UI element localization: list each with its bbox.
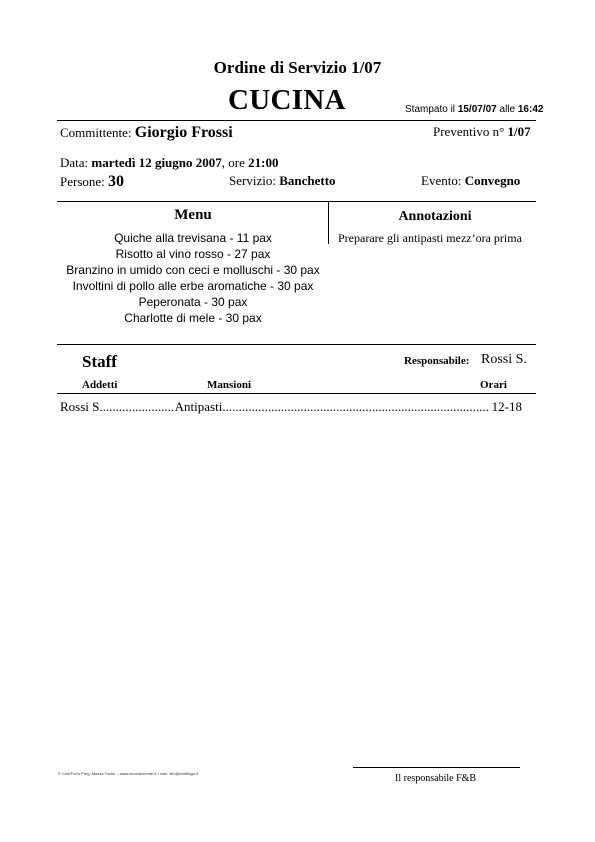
column-header-hours: Orari: [480, 379, 507, 391]
client-name: Giorgio Frossi: [134, 124, 233, 141]
quote-line: [433, 124, 531, 140]
menu-item: Involtini di pollo alle erbe aromatiche - 30 pax: [72, 279, 314, 293]
printed-time: 16:42: [517, 104, 544, 115]
menu-item: Charlotte di mele - 30 pax: [124, 311, 262, 325]
staff-header-divider: [57, 393, 536, 394]
printed-label: Stampato il: [405, 104, 458, 115]
signature-line: [353, 767, 520, 768]
quote-number: 1/07: [507, 124, 531, 139]
event-type-value: Convegno: [464, 173, 521, 188]
event-type-label: Evento:: [421, 173, 465, 188]
menu-item: Risotto al vino rosso - 27 pax: [115, 247, 271, 261]
department-title: CUCINA: [228, 84, 346, 116]
printed-stamp: [405, 104, 543, 115]
footer-credit: © ChefToGo Preg. Mazza Tonini – www.cuochemente.it / mail: info@cheftogo.it: [58, 771, 199, 776]
client-line: [60, 124, 233, 142]
service-label: Servizio:: [229, 173, 280, 188]
table-row: [60, 398, 522, 416]
staff-hours: 12-18: [491, 399, 522, 414]
staff-task: Antipasti: [174, 399, 223, 414]
client-label: Committente:: [60, 125, 135, 140]
menu-item: Branzino in umido con ceci e molluschi - 30 pax: [66, 263, 320, 277]
menu-item: Quiche alla trevisana - 11 pax: [114, 231, 272, 245]
dot-leader: [222, 398, 489, 416]
staff-table: [60, 398, 522, 416]
notes-text: Preparare gli antipasti mezz’ora prima: [338, 231, 522, 245]
service-line: [229, 173, 336, 189]
menu-title: Menu: [174, 207, 212, 223]
staff-title: Staff: [82, 352, 117, 371]
menu-list: [58, 230, 328, 326]
event-date-line: [60, 155, 278, 171]
date-label: Data:: [60, 155, 92, 170]
time-label: , ore: [221, 155, 249, 170]
event-type-line: [421, 173, 520, 189]
date-value: martedì 12 giugno 2007: [91, 155, 222, 170]
notes-title: Annotazioni: [398, 209, 472, 224]
people-label: Persone:: [60, 174, 109, 189]
service-value: Banchetto: [279, 173, 336, 188]
responsible-value: Rossi S.: [481, 352, 527, 367]
printed-date: 15/07/07: [457, 104, 497, 115]
column-header-staff: Addetti: [82, 379, 118, 391]
menu-divider: [57, 344, 536, 345]
header-divider: [57, 120, 536, 121]
people-line: [60, 173, 124, 191]
menu-item: Peperonata - 30 pax: [138, 295, 248, 309]
time-value: 21:00: [248, 155, 279, 170]
people-value: 30: [108, 173, 125, 190]
details-divider: [57, 201, 536, 202]
responsible-label: Responsabile:: [404, 355, 470, 367]
column-header-duties: Mansioni: [207, 379, 252, 391]
dot-leader: [103, 398, 175, 416]
quote-label: Preventivo n°: [433, 124, 508, 139]
menu-notes-separator: [328, 202, 329, 244]
signature-label: Il responsabile F&B: [395, 773, 477, 784]
order-title: Ordine di Servizio 1/07: [213, 58, 382, 77]
printed-at-label: alle: [496, 104, 518, 115]
staff-name: Rossi S.: [60, 399, 103, 414]
